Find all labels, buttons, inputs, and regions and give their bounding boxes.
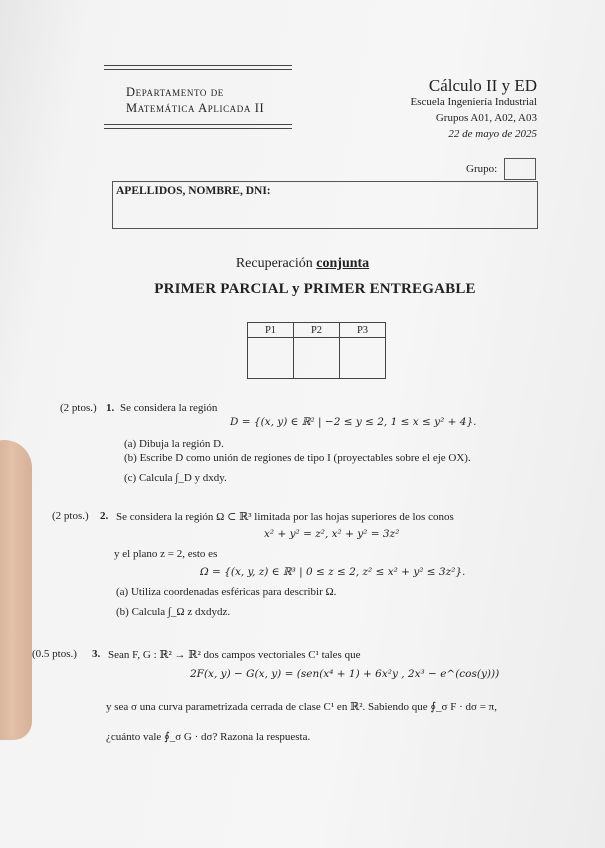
problem3-statement2: y sea σ una curva parametrizada cerrada de clase C¹ en ℝ². Sabiendo que ∮_σ F · dσ = π,: [106, 701, 497, 713]
header-rule-top-2: [104, 69, 292, 70]
problem2-points: (2 ptos.): [52, 510, 89, 522]
header-rule-bottom: [104, 124, 292, 125]
exam-title: PRIMER PARCIAL y PRIMER ENTREGABLE: [154, 281, 476, 297]
student-info-label: APELLIDOS, NOMBRE, DNI:: [116, 185, 271, 197]
school: Escuela Ingeniería Industrial: [410, 96, 537, 108]
grupo-field[interactable]: [504, 158, 536, 180]
score-cell-p1[interactable]: [248, 338, 294, 379]
problem2-item-b: (b) Calcula ∫_Ω z dxdydz.: [116, 606, 231, 618]
subtitle-prefix: Recuperación: [235, 256, 313, 271]
score-header-p3: P3: [340, 323, 386, 338]
problem3-formula: 2F(x, y) − G(x, y) = (sen(x⁴ + 1) + 6x²y , 2x³ − e^(cos(y))): [190, 668, 500, 680]
department-line1: Departamento de: [126, 85, 224, 99]
problem1-formula: D = {(x, y) ∈ ℝ² | −2 ≤ y ≤ 2, 1 ≤ x ≤ y² + 4}.: [230, 416, 477, 428]
problem1-item-b: (b) Escribe D como unión de regiones de tipo I (proyectables sobre el eje OX).: [124, 452, 471, 464]
problem3-statement3: ¿cuánto vale ∮_σ G · dσ? Razona la respuesta.: [106, 731, 311, 743]
problem2-item-a: (a) Utiliza coordenadas esféricas para describir Ω.: [116, 586, 337, 598]
problem3-statement: Sean F, G : ℝ² → ℝ² dos campos vectoriales C¹ tales que: [108, 649, 361, 661]
problem1-points: (2 ptos.): [60, 402, 97, 414]
header-rule-top: [104, 65, 292, 66]
problem2-statement: Se considera la región Ω ⊂ ℝ³ limitada por las hojas superiores de los conos: [116, 511, 454, 523]
exam-date: 22 de mayo de 2025: [448, 128, 537, 140]
department-line2: Matemática Aplicada II: [126, 101, 265, 115]
score-header-p1: P1: [248, 323, 294, 338]
score-cell-p3[interactable]: [340, 338, 386, 379]
problem2-number: 2.: [100, 510, 109, 522]
grupo-label: Grupo:: [466, 163, 498, 175]
problem2-formula1: x² + y² = z², x² + y² = 3z²: [264, 528, 400, 540]
department: [126, 84, 264, 116]
score-table: [247, 322, 386, 379]
subtitle-emphasis: conjunta: [316, 256, 370, 271]
course-title: Cálculo II y ED: [428, 76, 537, 95]
thumb: [0, 440, 32, 740]
problem3-number: 3.: [92, 648, 101, 660]
problem1-number: 1.: [106, 402, 115, 414]
score-header-p2: P2: [294, 323, 340, 338]
problem3-points: (0.5 ptos.): [32, 648, 77, 660]
header-rule-bottom-2: [104, 128, 292, 129]
exam-subtitle: [0, 256, 605, 272]
score-cell-p2[interactable]: [294, 338, 340, 379]
problem1-item-c: (c) Calcula ∫_D y dxdy.: [124, 472, 227, 484]
groups: Grupos A01, A02, A03: [435, 112, 537, 124]
problem2-formula2: Ω = {(x, y, z) ∈ ℝ³ | 0 ≤ z ≤ 2, z² ≤ x² + y² ≤ 3z²}.: [200, 566, 466, 578]
problem2-statement2: y el plano z = 2, esto es: [114, 548, 218, 560]
problem1-statement: Se considera la región: [120, 402, 218, 414]
problem1-item-a: (a) Dibuja la región D.: [124, 438, 224, 450]
